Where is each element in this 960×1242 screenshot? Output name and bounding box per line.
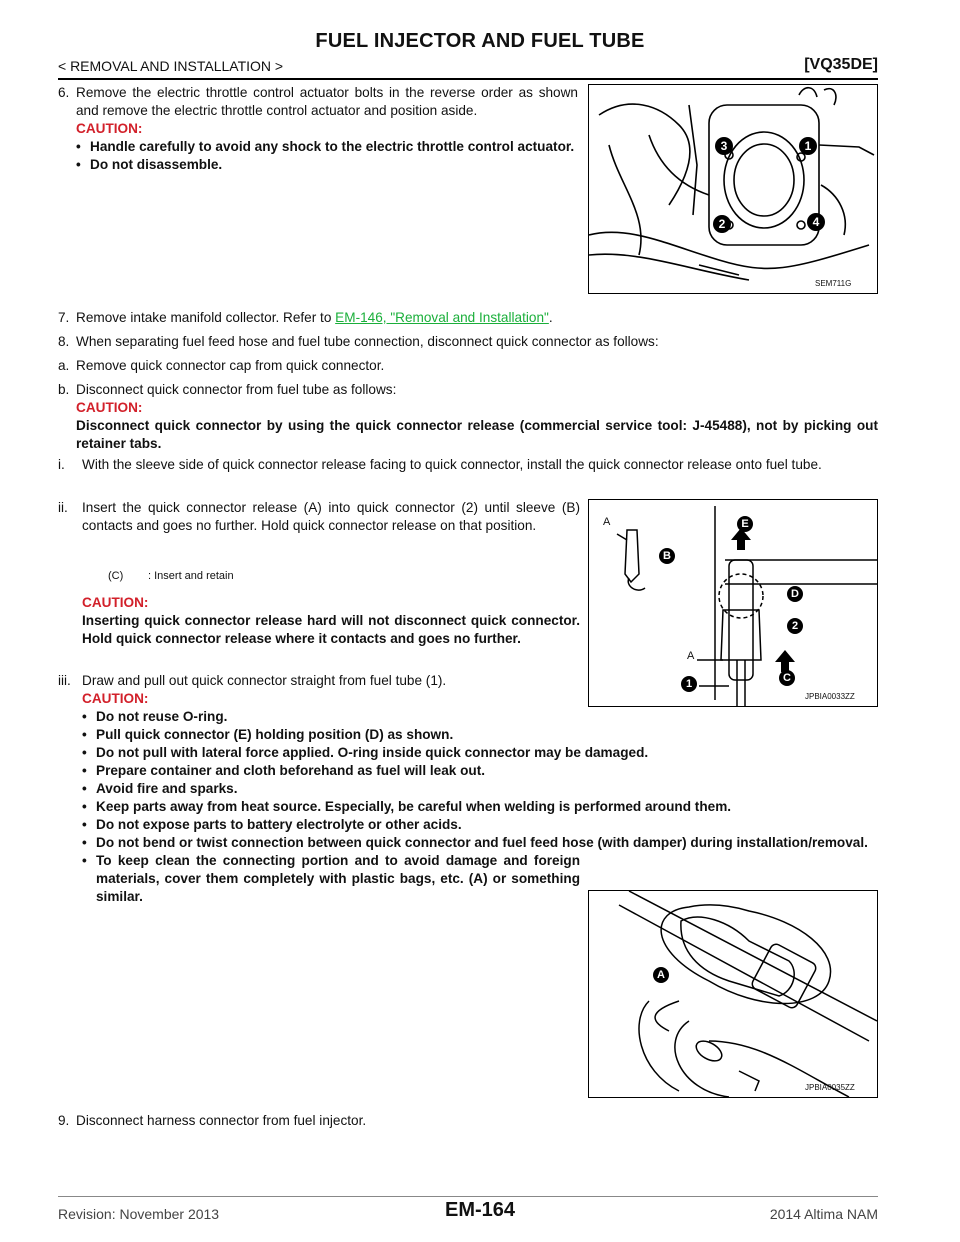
caution-bullet: • Do not pull with lateral force applied. O-ring inside quick connector may be damaged. [82, 745, 649, 760]
step-iii: iii. Draw and pull out quick connector straight from fuel tube (1). CAUTION: • Do not reuse O-ring. • Pull quick connector (E) holding position (D) as shown. • Do not pull with lateral force applied. O-ring inside quick connector may be damaged. • Prepare container and cloth beforehand as fuel will leak out. • Avoid fire and sparks. • Keep parts away from heat source. Especially, be careful when welding is performed around them. • Do not expose parts to battery electrolyte or other acids. • Do not bend or twist connection between quick connector and fuel feed hose (with damper) during installation/removal. • To keep clean the connecting portion and to avoid damage and foreign materials, cover them completely with plastic bags, etc. (A) or something similar. [58, 672, 878, 906]
page-number: EM-164 [444, 1199, 516, 1221]
throttle-actuator-illustration [589, 85, 877, 293]
footer-rule [58, 1196, 878, 1197]
page-title: FUEL INJECTOR AND FUEL TUBE [315, 30, 645, 52]
step-7: 7. Remove intake manifold collector. Refer to EM-146, "Removal and Installation". [58, 310, 553, 325]
step-6: 6. Remove the electric throttle control actuator bolts in the reverse order as shown and remove the electric throttle control actuator and position aside. CAUTION: • Handle carefully to avoid any shock to the electric throttle control actuator. • Do not disassemble. [58, 85, 578, 172]
step-6-bullet: • Do not disassemble. [76, 157, 223, 172]
callout-1: 1 [681, 676, 697, 692]
model-text: 2014 Altima NAM [769, 1206, 878, 1222]
figure-throttle-actuator [588, 84, 878, 294]
callout-2: 2 [713, 215, 731, 233]
engine-label: [VQ35DE] [804, 56, 878, 73]
step-ii: ii. Insert the quick connector release (A) into quick connector (2) until sleeve (B) contacts and goes no further. Hold quick connector release on that position. [58, 500, 580, 533]
label-A-top: A [603, 516, 611, 528]
caution-bullet: • Do not expose parts to battery electrolyte or other acids. [82, 817, 462, 832]
reference-link[interactable]: EM-146, "Removal and Installation" [335, 310, 549, 325]
revision-text: Revision: November 2013 [58, 1206, 220, 1222]
callout-4: 4 [807, 213, 825, 231]
step-6-text: Remove the electric throttle control actuator bolts in the reverse order as shown and remove the electric throttle control actuator and position aside. [76, 85, 578, 118]
legend-c: (C) : Insert and retain [108, 570, 234, 582]
figure-code: SEM711G [815, 279, 852, 288]
step-ii-caution: CAUTION: Inserting quick connector release hard will not disconnect quick connector. Hold quick connector release where it contacts and goes no further. [82, 595, 580, 646]
callout-2: 2 [787, 618, 803, 634]
label-A-bottom: A [687, 650, 695, 662]
callout-B: B [659, 548, 675, 564]
callout-E: E [737, 516, 753, 532]
caution-bullet: • Do not bend or twist connection between quick connector and fuel feed hose (with damper) during installation/removal. [82, 835, 868, 850]
step-8: 8. When separating fuel feed hose and fuel tube connection, disconnect quick connector as follows: [58, 334, 659, 349]
step-6-caution: CAUTION: [76, 121, 143, 136]
caution-bullet: • Do not reuse O-ring. [82, 709, 228, 724]
header-rule [58, 78, 878, 80]
callout-D: D [787, 586, 803, 602]
step-6-bullet: • Handle carefully to avoid any shock to the electric throttle control actuator. [76, 139, 575, 154]
callout-3: 3 [715, 137, 733, 155]
callout-A: A [653, 967, 669, 983]
caution-bullet: • To keep clean the connecting portion and to avoid damage and foreign materials, cover them completely with plastic bags, etc. (A) or something similar. [82, 853, 580, 904]
step-9: 9. Disconnect harness connector from fuel injector. [58, 1113, 367, 1128]
step-b: b. Disconnect quick connector from fuel tube as follows: CAUTION: Disconnect quick connector by using the quick connector release (commercial service tool: J-45488), not by picking out retainer tabs. [58, 382, 878, 451]
caution-bullet: • Prepare container and cloth beforehand as fuel will leak out. [82, 763, 486, 778]
callout-1: 1 [799, 137, 817, 155]
section-label: < REMOVAL AND INSTALLATION > [58, 58, 284, 74]
figure-code: JPBIA0033ZZ [805, 692, 855, 701]
figure-code: JPBIA0035ZZ [805, 1083, 855, 1092]
step-i: i. With the sleeve side of quick connector release facing to quick connector, install the quick connector release onto fuel tube. [58, 457, 822, 472]
caution-bullet: • Avoid fire and sparks. [82, 781, 238, 796]
caution-bullet: • Keep parts away from heat source. Especially, be careful when welding is performed around them. [82, 799, 732, 814]
caution-bullet: • Pull quick connector (E) holding position (D) as shown. [82, 727, 454, 742]
step-a: a. Remove quick connector cap from quick connector. [58, 358, 385, 373]
step-b-caution-text: Disconnect quick connector by using the quick connector release (commercial service tool: J-45488), not by picking out retainer tabs. [76, 418, 878, 451]
callout-C: C [779, 670, 795, 686]
figure-plastic-bag-cover [588, 890, 878, 1098]
